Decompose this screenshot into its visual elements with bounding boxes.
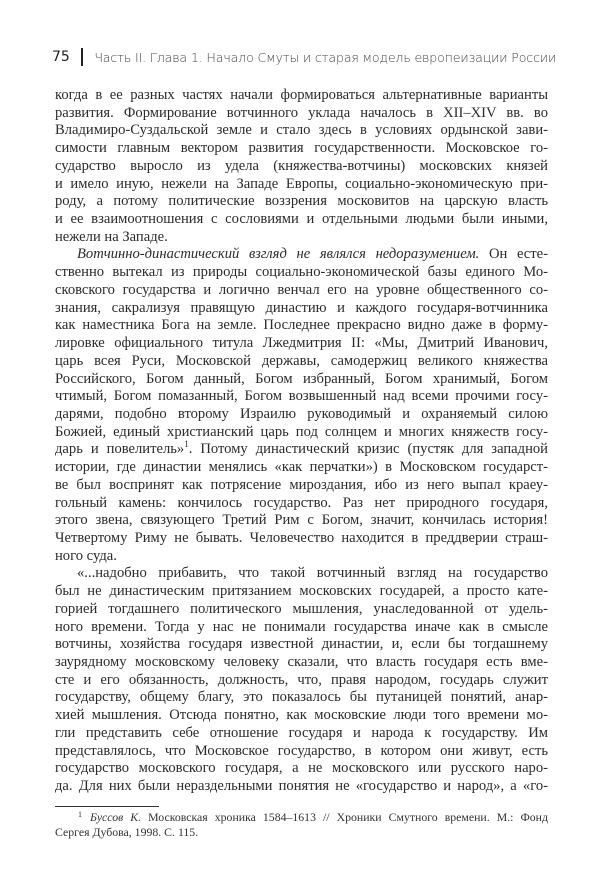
line-text: чтимый, Богом помазанный, Богом возвышенный над всеми прочими госу- — [55, 388, 548, 405]
footnote-rule — [55, 806, 159, 807]
line-text: дарь и повелитель» — [55, 441, 185, 458]
text-line — [55, 689, 548, 707]
text-line — [55, 707, 548, 725]
text-line — [55, 672, 548, 690]
line-text: знания, сакрализуя правящую династию и каждого государя-вотчинника — [55, 299, 548, 316]
text-line — [55, 193, 548, 211]
running-header — [52, 47, 556, 67]
line-text: Четвертому Риму не бывать. Человечество находится в преддверии страш- — [55, 529, 548, 546]
text-line — [55, 282, 548, 300]
footnote-reference[interactable]: 1 — [184, 439, 189, 450]
line-text: Он есте- — [479, 246, 548, 263]
footnote-marker: 1 — [78, 810, 82, 819]
line-text: заурядному московскому человеку сказали, что власть государя есть вме- — [55, 654, 548, 670]
line-text: представлялось, что Московское государство, в котором они живут, есть — [55, 742, 548, 759]
line-text: . Потому династический кризис (пустяк для западной — [188, 441, 548, 458]
line-text: и имело иную, нежели на Западе Европы, социально-экономическую при- — [55, 175, 548, 192]
text-line — [55, 530, 548, 548]
text-line — [55, 229, 548, 247]
text-line — [55, 264, 548, 282]
text-line — [55, 122, 548, 140]
line-text: государство московского государя, а не московского или русского наро- — [55, 760, 548, 777]
text-line — [55, 406, 548, 424]
italic-emphasis: Вотчинно-династический взгляд не являлся недоразумением. — [77, 246, 480, 263]
text-line — [55, 353, 548, 371]
page-number: 75 — [52, 49, 70, 65]
line-text: симости главным вектором развития государственности. Московское го- — [55, 140, 548, 157]
text-line — [55, 725, 548, 743]
text-line — [55, 760, 548, 778]
line-text: был не династическим притязанием московских государей, а просто кате- — [55, 583, 548, 600]
text-line — [55, 441, 548, 459]
text-line — [55, 601, 548, 619]
text-line — [55, 477, 548, 495]
text-line — [55, 300, 548, 318]
text-line — [55, 495, 548, 513]
text-line — [55, 211, 548, 229]
line-text: лировке официального титула Лжедмитрия II: «Мы, Дмитрий Иванович, — [55, 335, 548, 352]
text-line — [55, 335, 548, 353]
text-line — [55, 654, 548, 672]
line-text: роду, а потому политические воззрения московитов на царскую власть — [55, 193, 548, 210]
text-line — [55, 140, 548, 158]
text-line — [55, 424, 548, 442]
footnote-author: Буссов К. — [90, 810, 142, 824]
line-text: царь всея Руси, Московской державы, самодержиц великого княжества — [55, 352, 548, 369]
line-text: гольный камень: кончилось государство. Раз нет природного государя, — [55, 494, 548, 511]
text-line — [55, 636, 548, 654]
line-text: сте и его обязанность, должность, что, правя народом, государь служит — [55, 671, 548, 688]
text-line — [55, 158, 548, 176]
line-text: развития. Формирование вотчинного уклада началось в XII–XIV вв. во — [55, 104, 548, 121]
text-line — [55, 105, 548, 123]
header-divider — [81, 48, 84, 66]
line-text: Владимиро-Суздальской земле и стало здесь в условиях ордынской зави- — [55, 122, 548, 139]
text-line — [55, 176, 548, 194]
line-text: нежели на Западе. — [55, 228, 168, 245]
line-text: «...надобно прибавить, что такой вотчинный взгляд на государство — [77, 565, 548, 582]
line-text: ственно вытекал из природы социально-экономической базы единого Мо- — [55, 264, 548, 281]
text-line — [55, 388, 548, 406]
running-title: Часть II. Глава 1. Начало Смуты и старая модель европеизации России — [94, 49, 557, 65]
line-text: ного времени. Тогда у нас не понимали государства иначе как в смысле — [55, 618, 548, 635]
text-line — [55, 565, 548, 583]
line-text: дарями, подобно второму Израилю руководимый и охраняемый силою — [55, 405, 548, 422]
text-line — [55, 459, 548, 477]
line-text: да. Для них были нераздельными понятия не «государство и народ», а «го- — [55, 778, 548, 795]
line-text: и ее взаимоотношения с сословиями и отдельными людьми были иными, — [55, 211, 548, 228]
text-line — [55, 317, 548, 335]
text-line — [55, 512, 548, 530]
line-text: гли представить себе отношение государя и народа к государству. Им — [55, 724, 548, 741]
line-text: хией мышления. Отсюда понятно, как московские люди того времени мо- — [55, 707, 548, 724]
footnote — [55, 810, 548, 840]
line-text: сударство выросло из удела (княжества-вотчины) московских князей — [55, 157, 548, 174]
body-text — [55, 87, 548, 796]
text-line — [55, 743, 548, 761]
footnote-text: Московская хроника 1584–1613 // Хроники Смутного времени. М.: Фонд — [141, 810, 548, 824]
line-text: этого звена, связующего Третий Рим с Богом, значит, кончилась история! — [55, 512, 548, 529]
footnote-line — [55, 810, 548, 825]
text-line — [55, 87, 548, 105]
text-line — [55, 583, 548, 601]
line-text: как наместника Бога на земле. Последнее прекрасно видно даже в форму- — [55, 317, 548, 334]
text-line — [55, 619, 548, 637]
text-line — [55, 371, 548, 389]
line-text: ного суда. — [55, 547, 117, 564]
line-text: государству, общему благу, это показалось бы путаницей понятий, анар- — [55, 689, 548, 706]
line-text: Российского, Богом данный, Богом избранный, Богом хранимый, Богом — [55, 370, 548, 387]
footnote-line: Сергея Дубова, 1998. С. 115. — [55, 825, 199, 839]
text-line — [55, 778, 548, 796]
line-text: вотчины, хозяйства государя известной династии, и, если бы тогдашнему — [55, 636, 548, 653]
line-text: Божией, единый христианский царь под солнцем и многих княжеств госу- — [55, 423, 548, 440]
text-line — [55, 548, 548, 566]
line-text: сковского государства и логично венчал его на уровне общественного со- — [55, 281, 548, 298]
text-line — [55, 246, 548, 264]
line-text: когда в ее разных частях начали формироваться альтернативные варианты — [55, 87, 548, 103]
line-text: истории, где династии менялись «как перчатки») в Московском государст- — [55, 459, 548, 476]
line-text: горией тогдашнего политического мышления, унаследованной от удель- — [55, 600, 548, 617]
line-text: ве был воспринят как потрясение мироздания, ибо из него выпал краеу- — [55, 476, 548, 493]
